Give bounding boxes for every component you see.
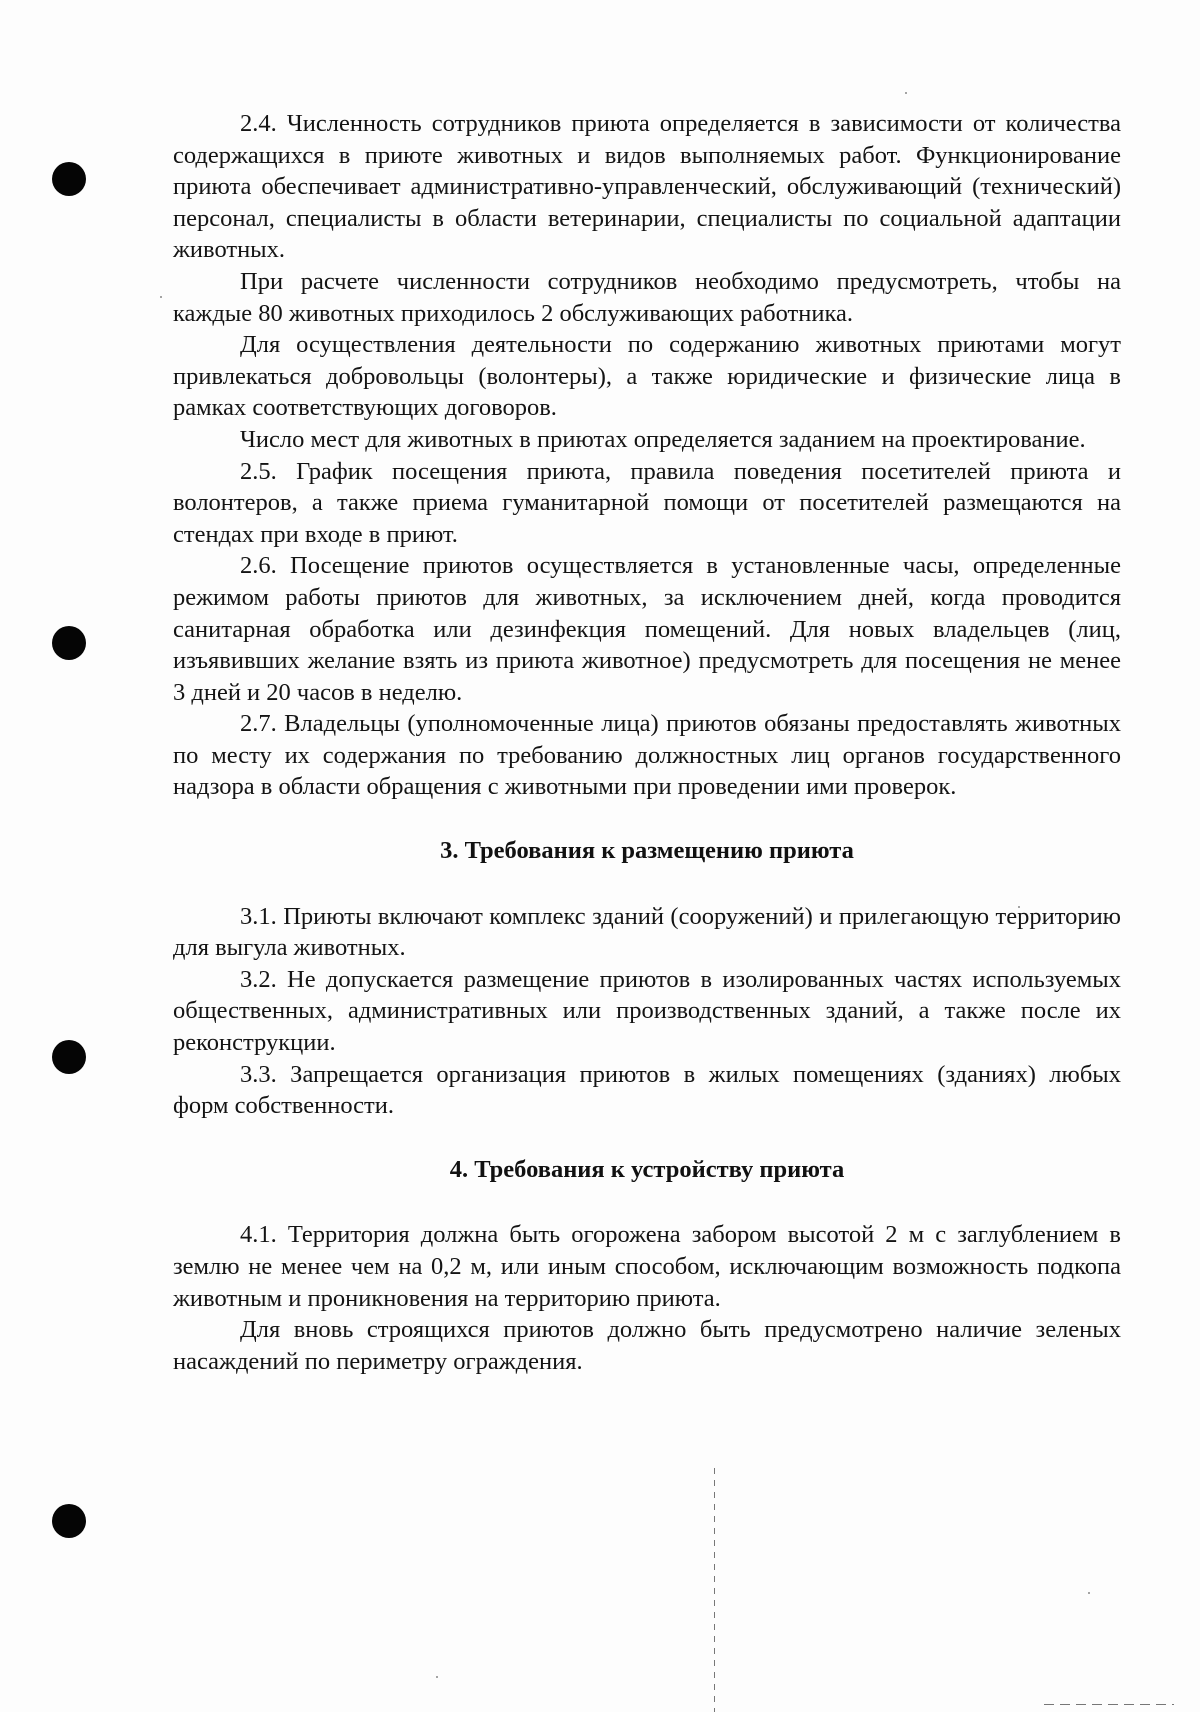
paragraph-staff-ratio: При расчете численности сотрудников необходимо предусмотреть, чтобы на каждые 80 животных приходилось 2 обслуживающих работника. (173, 267, 1121, 327)
spacer (173, 867, 1121, 901)
paragraph-2-7: 2.7. Владельцы (уполномоченные лица) приютов обязаны предоставлять животных по месту их содержания по требованию должностных лиц органов государственного надзора в области обращения с животными при проведении ими проверок. (173, 710, 1121, 801)
section-4-heading: 4. Требования к устройству приюта (449, 1155, 845, 1183)
scan-speck (160, 296, 162, 298)
spacer (173, 1122, 1121, 1154)
paragraph-green-zone: Для вновь строящихся приютов должно быть предусмотрено наличие зеленых насаждений по периметру ограждения. (173, 1316, 1121, 1375)
scan-speck (905, 92, 907, 94)
punch-hole (52, 1504, 86, 1538)
punch-hole (52, 162, 86, 196)
scan-speck (436, 1676, 438, 1678)
punch-hole (52, 1040, 86, 1074)
paragraph-3-2: 3.2. Не допускается размещение приютов в изолированных частях используемых общественных, административных или производственных зданий, а также после их реконструкции. (173, 965, 1121, 1057)
scan-speck (1088, 1592, 1090, 1594)
scan-artifact-line (714, 1468, 715, 1712)
scan-artifact-line (1044, 1704, 1174, 1705)
paragraph-4-1: 4.1. Территория должна быть огорожена забором высотой 2 м с заглублением в землю не менее чем на 0,2 м, или иным способом, исключающим возможность подкопа животным и проникновения на территорию приюта. (173, 1221, 1121, 1312)
paragraph-2-5: 2.5. График посещения приюта, правила поведения посетителей приюта и волонтеров, а также приема гуманитарной помощи от посетителей размещаются на стендах при входе в приют. (173, 457, 1121, 548)
spacer (173, 1185, 1121, 1219)
spacer (173, 803, 1121, 835)
punch-hole (52, 626, 86, 660)
document-body (173, 108, 1121, 1377)
section-3-heading: 3. Требования к размещению приюта (440, 837, 854, 865)
paragraph-3-3: 3.3. Запрещается организация приютов в жилых помещениях (зданиях) любых форм собственности. (173, 1060, 1121, 1120)
paragraph-2-6: 2.6. Посещение приютов осуществляется в установленные часы, определенные режимом работы приютов для животных, за исключением дней, когда проводится санитарная обработка или дезинфекция помещений. Для новых владельцев (лиц, изъявивших желание взять из приюта животное) предусмотреть для посещения не менее 3 дней и 20 часов в неделю. (173, 552, 1121, 706)
paragraph-2-4: 2.4. Численность сотрудников приюта определяется в зависимости от количества содержащихся в приюте животных и видов выполняемых работ. Функционирование приюта обеспечивает административно-управленческий, обслуживающий (технический) персонал, специалисты в области ветеринарии, специалисты по социальной адаптации животных. (173, 110, 1121, 264)
paragraph-3-1: 3.1. Приюты включают комплекс зданий (сооружений) и прилегающую территорию для выгула животных. (173, 902, 1121, 962)
paragraph-capacity: Число мест для животных в приютах определяется заданием на проектирование. (240, 425, 1086, 453)
paragraph-volunteers: Для осуществления деятельности по содержанию животных приютами могут привлекаться добровольцы (волонтеры), а также юридические и физические лица в рамках соответствующих договоров. (173, 331, 1121, 422)
